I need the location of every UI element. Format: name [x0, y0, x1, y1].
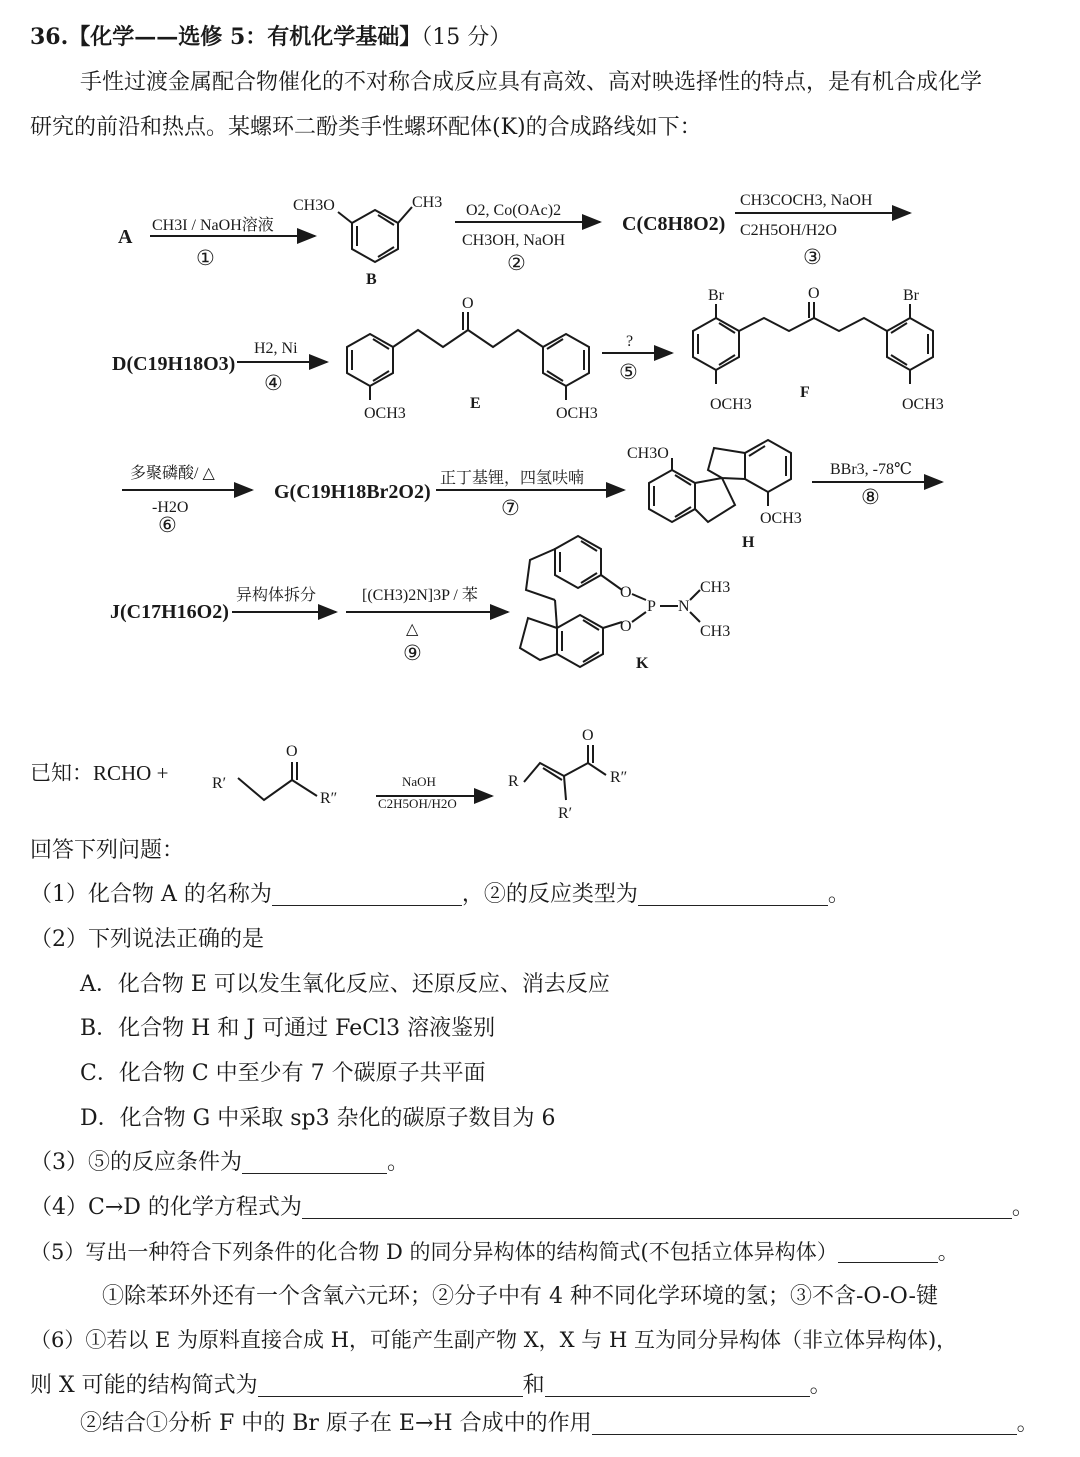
option-c: C．化合物 C 中至少有 7 个碳原子共平面: [80, 1061, 486, 1086]
q6-text-b: 和: [522, 1373, 545, 1398]
step-9-heat: △: [406, 621, 419, 638]
compound-d-label: D(C19H18O3): [112, 353, 236, 375]
compound-h-ch3o: CH3O: [627, 445, 669, 462]
q6-2-end: 。: [1016, 1411, 1039, 1436]
intro-line-1: 手性过渡金属配合物催化的不对称合成反应具有高效、高对映选择性的特点，是有机合成化学: [80, 70, 983, 95]
compound-k-lower-ring: [557, 615, 603, 667]
compound-b-ring: [352, 210, 398, 262]
known-solvent: C2H5OH/H2O: [378, 796, 457, 811]
compound-a-label: A: [118, 226, 133, 248]
step-6-byproduct: -H2O: [152, 499, 189, 516]
known-r1-product: R′: [558, 805, 573, 822]
compound-c-label: C(C8H8O2): [622, 213, 726, 235]
q4-end: 。: [1011, 1195, 1034, 1220]
q6-blank-1[interactable]: [258, 1376, 523, 1397]
question-title: 【化学——选修 5：有机化学基础】: [68, 24, 422, 50]
compound-f-right-ring: [887, 318, 933, 370]
step-8-number: ⑧: [861, 485, 880, 509]
questions-intro: 回答下列问题：: [30, 838, 185, 863]
question-3: [30, 1152, 409, 1174]
compound-k-label: K: [636, 655, 649, 672]
compound-g-label: G(C19H18Br2O2): [274, 481, 431, 503]
q6-2-text: ②结合①分析 F 中的 Br 原子在 E→H 合成中的作用: [80, 1411, 592, 1436]
option-b: B．化合物 H 和 J 可通过 FeCl3 溶液鉴别: [80, 1016, 496, 1041]
question-6-line-3: [80, 1413, 1039, 1435]
compound-e-left-ring: [347, 334, 393, 386]
compound-e-right-ring: [543, 334, 589, 386]
q3-end: 。: [387, 1150, 410, 1175]
option-d: D．化合物 G 中采取 sp3 杂化的碳原子数目为 6: [80, 1106, 556, 1131]
step-7-reagent: 正丁基锂，四氢呋喃: [440, 470, 585, 487]
q6-text-c: 。: [809, 1373, 832, 1398]
step-3-reagent: CH3COCH3, NaOH: [740, 192, 873, 209]
compound-b-ch3o: CH3O: [293, 197, 335, 214]
q5-text: （5）写出一种符合下列条件的化合物 D 的同分异构体的结构简式(不包括立体异构体）: [30, 1240, 838, 1264]
compound-k-p: P: [647, 598, 656, 615]
q1-text-b: ，②的反应类型为: [461, 882, 638, 907]
compound-f-left-ring: [693, 318, 739, 370]
step-6-number: ⑥: [158, 513, 177, 537]
known-r-product: R: [508, 773, 519, 790]
known-o-product: O: [582, 727, 594, 744]
known-label: 已知：RCHO +: [30, 761, 169, 785]
q1-blank-1[interactable]: [272, 885, 462, 906]
q5-blank[interactable]: [838, 1242, 938, 1263]
compound-e-carbonyl-o: O: [462, 295, 474, 312]
compound-f-och3-left: OCH3: [710, 396, 752, 413]
known-r2: R″: [320, 790, 338, 807]
q1-blank-2[interactable]: [638, 885, 828, 906]
compound-e-och3-left: OCH3: [364, 405, 406, 422]
compound-h-och3: OCH3: [760, 510, 802, 527]
q4-blank[interactable]: [302, 1198, 1012, 1219]
option-a: A．化合物 E 可以发生氧化反应、还原反应、消去反应: [80, 972, 610, 997]
question-score: （15 分）: [421, 25, 512, 50]
q3-blank[interactable]: [242, 1153, 387, 1174]
compound-h-upper-ring: [745, 440, 791, 492]
question-5: [30, 1242, 959, 1263]
step-1-reagent: CH3I / NaOH溶液: [152, 217, 274, 234]
compound-f-och3-right: OCH3: [902, 396, 944, 413]
compound-k-ch3-bottom: CH3: [700, 623, 731, 640]
q1-text-c: 。: [827, 882, 850, 907]
q5-end: 。: [937, 1240, 959, 1264]
intro-line-2: 研究的前沿和热点。某螺环二酚类手性螺环配体(K)的合成路线如下：: [30, 115, 702, 140]
step-5-reagent: ?: [626, 333, 634, 350]
compound-k-n: N: [678, 598, 690, 615]
step-2-number: ②: [507, 251, 526, 275]
step-4-number: ④: [264, 371, 283, 395]
step-3-number: ③: [803, 245, 822, 269]
question-5-conditions: ①除苯环外还有一个含氧六元环；②分子中有 4 种不同化学环境的氢；③不含-O-O-键: [102, 1284, 938, 1309]
compound-h-lower-ring: [649, 470, 695, 522]
step-5-number: ⑤: [619, 360, 638, 384]
q1-text-a: （1）化合物 A 的名称为: [30, 882, 272, 907]
step-2-reagent: O2, Co(OAc)2: [466, 202, 562, 219]
compound-f-label: F: [800, 384, 810, 401]
question-4: [30, 1197, 1034, 1219]
step-9-reagent: [(CH3)2N]3P / 苯: [362, 587, 478, 604]
compound-k-upper-ring: [555, 536, 601, 588]
compound-f-br-right: Br: [903, 287, 919, 304]
q6-blank-2[interactable]: [545, 1376, 810, 1397]
step-6-reagent: 多聚磷酸/ △: [130, 465, 215, 482]
step-3-solvent: C2H5OH/H2O: [740, 222, 837, 239]
step-1-number: ①: [196, 246, 215, 270]
known-reagent: NaOH: [402, 774, 436, 789]
question-1: [30, 884, 850, 906]
step-2-solvent: CH3OH, NaOH: [462, 232, 566, 249]
step-7-number: ⑦: [501, 496, 520, 520]
question-number: 36.: [30, 24, 69, 50]
compound-k-ch3-top: CH3: [700, 579, 731, 596]
compound-k-o-top: O: [620, 584, 632, 601]
compound-b-ch3: CH3: [412, 194, 443, 211]
compound-e-label: E: [470, 395, 481, 412]
known-o-reactant: O: [286, 743, 298, 760]
compound-h-label: H: [742, 534, 755, 551]
q4-text: （4）C→D 的化学方程式为: [30, 1195, 302, 1220]
step-4-reagent: H2, Ni: [254, 340, 298, 357]
compound-k-o-bottom: O: [620, 618, 632, 635]
compound-b-label: B: [366, 271, 377, 288]
q3-text: （3）⑤的反应条件为: [30, 1150, 242, 1175]
question-2: （2）下列说法正确的是: [30, 927, 264, 952]
q6-2-blank[interactable]: [592, 1414, 1017, 1435]
known-r2-product: R″: [610, 769, 628, 786]
compound-f-br-left: Br: [708, 287, 724, 304]
step-9-number: ⑨: [403, 641, 422, 665]
known-r1: R′: [212, 775, 227, 792]
compound-j-label: J(C17H16O2): [110, 601, 229, 623]
question-6-line-1: （6）①若以 E 为原料直接合成 H，可能产生副产物 X，X 与 H 互为同分异构体（非立体异构体)，: [30, 1328, 958, 1352]
compound-f-carbonyl-o: O: [808, 285, 820, 302]
question-6-line-2: [30, 1375, 832, 1397]
compound-e-och3-right: OCH3: [556, 405, 598, 422]
q6-text-a: 则 X 可能的结构简式为: [30, 1373, 258, 1398]
step-8-reagent: BBr3, -78℃: [830, 461, 912, 478]
resolution-label: 异构体拆分: [236, 587, 317, 604]
